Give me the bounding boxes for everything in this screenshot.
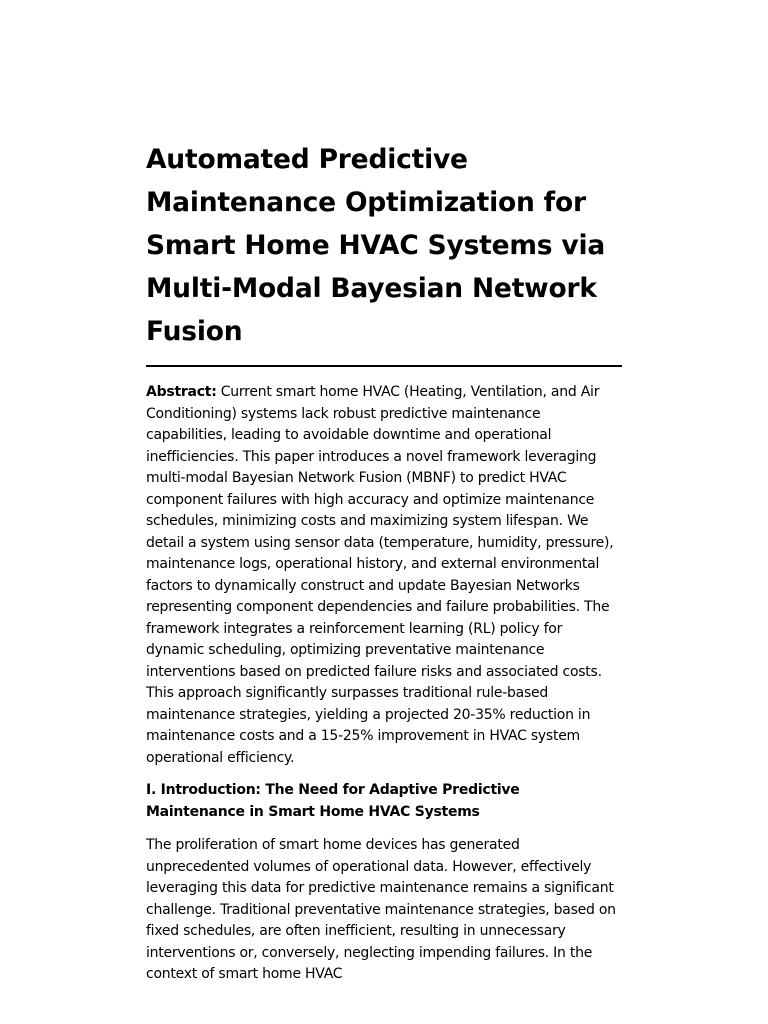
title-divider — [146, 365, 622, 367]
paper-title: Automated Predictive Maintenance Optimization for Smart Home HVAC Systems via Multi-Modal Bayesian Network Fusion — [146, 144, 606, 347]
abstract — [146, 382, 622, 769]
abstract-label: Abstract: — [146, 384, 217, 400]
section-heading-introduction: I. Introduction: The Need for Adaptive Predictive Maintenance in Smart Home HVAC Systems — [146, 782, 520, 820]
abstract-text: Current smart home HVAC (Heating, Ventilation, and Air Conditioning) systems lack robust predictive maintenance capabilities, leading to avoidable downtime and operational inefficiencies. This paper introduces a novel framework leveraging multi-modal Bayesian Network Fusion (MBNF) to predict HVAC component failures with high accuracy and optimize maintenance schedules, minimizing costs and maximizing system lifespan. We detail a system using sensor data (temperature, humidity, pressure), maintenance logs, operational history, and external environmental factors to dynamically construct and update Bayesian Networks representing component dependencies and failure probabilities. The framework integrates a reinforcement learning (RL) policy for dynamic scheduling, optimizing preventative maintenance interventions based on predicted failure risks and associated costs. This approach significantly surpasses traditional rule-based maintenance strategies, yielding a projected 20-35% reduction in maintenance costs and a 15-25% improvement in HVAC system operational efficiency. — [146, 384, 614, 766]
paper-page — [146, 138, 622, 986]
introduction-paragraph: The proliferation of smart home devices has generated unprecedented volumes of operational data. However, effectively leveraging this data for predictive maintenance remains a significant challenge. Traditional preventative maintenance strategies, based on fixed schedules, are often inefficient, resulting in unnecessary interventions or, conversely, neglecting impending failures. In the context of smart home HVAC — [146, 837, 616, 982]
